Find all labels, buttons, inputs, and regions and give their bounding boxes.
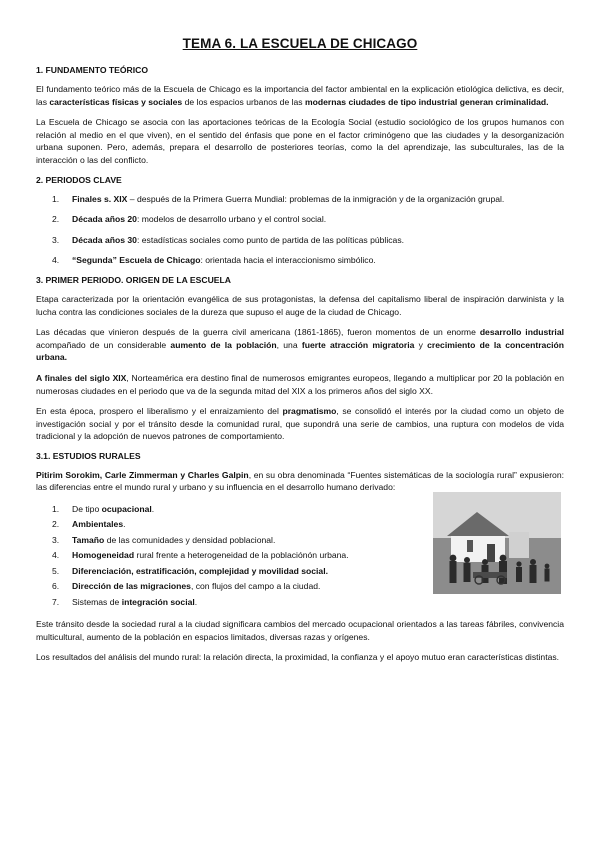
list-item: [36, 234, 564, 247]
bold-text: crecimiento de la concentración urbana.: [36, 339, 564, 363]
paragraph: [36, 651, 564, 664]
paragraph: [36, 618, 564, 643]
text-run: .: [151, 504, 155, 515]
bold-text: características físicas y sociales: [49, 96, 183, 107]
bold-text: pragmatismo: [282, 406, 337, 417]
text-run: : estadísticas sociales como punto de partida de las políticas públicas.: [136, 234, 405, 245]
bold-text: fuerte atracción migratoria: [301, 339, 415, 350]
document-page: [36, 36, 564, 672]
bold-text: Tamaño: [72, 534, 105, 545]
text-run: de las comunidades y densidad poblacional.: [104, 534, 276, 545]
bold-text: Homogeneidad: [72, 550, 135, 561]
list-number: 3.: [52, 534, 60, 545]
rural-list-block: [36, 502, 564, 612]
text-run: de los espacios urbanos de las: [182, 96, 305, 107]
list-item: [36, 548, 416, 563]
text-run: De tipo: [72, 504, 102, 515]
bold-text: modernas ciudades de tipo industrial generan criminalidad.: [304, 96, 549, 107]
list-item: [36, 595, 416, 610]
text-run: El fundamento teórico más de la Escuela de Chicago es la importancia del factor ambiental en la explicación etiológica delictiva, es decir, las: [36, 84, 564, 107]
bold-text: desarrollo industrial: [479, 327, 564, 338]
paragraph: [36, 405, 564, 443]
text-run: , en su obra denominada “Fuentes sistemáticas de la sociología rural” expusieron: las diferencias entre el mundo rural y urbano y su influencia en el desarrollo humano derivado:: [36, 469, 564, 493]
bold-text: Diferenciación, estratificación, complejidad y movilidad social.: [72, 565, 328, 576]
text-run: , se consolidó el interés por la ciudad como un objeto de investigación social y por el tránsito desde la comunidad rural, que supondrá una serie de cambios, una ruptura con modelos de vida tradicional y la adopción de nuevos patrones de comportamiento.: [36, 406, 565, 442]
bold-text: A finales del siglo XIX: [36, 372, 127, 383]
paragraph: [36, 326, 564, 364]
paragraph: [36, 116, 564, 166]
bold-text: Década años 20: [72, 214, 137, 225]
text-run: , Norteamérica era destino final de numerosos emigrantes europeos, llegando a multiplicar por 20 la población en numerosas ciudades en el periodo que va de la segunda mitad del XIX a los primeros años del siglo XX.: [36, 372, 564, 396]
text-run: Etapa caracterizada por la orientación evangélica de sus protagonistas, la defensa del capitalismo liberal de inspiración darwinista y la lucha contra las condiciones sociales de la dureza que supuso el auge de la ciudad de Chicago.: [36, 293, 564, 317]
list-item: [36, 517, 416, 532]
text-run: .: [194, 596, 198, 607]
bold-text: Finales s. XIX: [72, 193, 128, 204]
text-run: acompañado de un considerable: [36, 339, 171, 350]
bold-text: ocupacional: [101, 504, 152, 515]
paragraph: [36, 372, 564, 397]
paragraph: [36, 83, 564, 108]
bold-text: aumento de la población: [170, 339, 277, 350]
text-run: La Escuela de Chicago se asocia con las aportaciones teóricas de la Ecología Social (estudio sociológico de los grupos humanos con relación al medio en el que viven), en el sentido del énfasis que pone en el factor criminógeno que las ciudades y la desorganización urbana suponen. Pero, además, prepara el desarrollo de posteriores teorías, como la del aprendizaje, las subculturales, las de la interacción o las del conflicto.: [36, 117, 564, 165]
section-heading-fundamento: 1. FUNDAMENTO TEÓRICO: [36, 65, 149, 75]
list-number: 6.: [52, 581, 60, 592]
bold-text: Dirección de las migraciones: [72, 581, 191, 592]
text-run: Los resultados del análisis del mundo rural: la relación directa, la proximidad, la confianza y el apoyo mutuo eran características distintas.: [36, 652, 560, 663]
section-heading-periodos: 2. PERIODOS CLAVE: [36, 174, 122, 185]
list-number: 5.: [52, 565, 60, 576]
list-item: [36, 193, 564, 206]
bold-text: “Segunda” Escuela de Chicago: [72, 255, 201, 266]
text-run: Sistemas de: [72, 596, 122, 607]
list-number: 7.: [52, 596, 60, 607]
bold-text: Ambientales: [72, 519, 124, 530]
periods-list: [36, 193, 564, 267]
list-item: [36, 564, 416, 579]
list-number: 3.: [52, 234, 60, 245]
page-title: TEMA 6. LA ESCUELA DE CHICAGO: [182, 36, 418, 51]
bold-text: Pitirim Sorokim, Carle Zimmerman y Charles Galpin: [36, 469, 249, 480]
paragraph: [36, 469, 564, 494]
text-run: Este tránsito desde la sociedad rural a la ciudad significara cambios del mercado ocupacional orientados a las tareas fábriles, convivencia multicultural, aumento de la población en espacios limitados, diversas razas y orígenes.: [36, 619, 564, 642]
list-number: 4.: [52, 550, 60, 561]
list-number: 1.: [52, 504, 60, 515]
list-number: 1.: [52, 193, 60, 204]
list-item: [36, 502, 416, 517]
text-run: : orientada hacia el interaccionismo simbólico.: [200, 255, 376, 266]
list-number: 4.: [52, 255, 60, 266]
text-run: En esta época, prospero el liberalismo y el enraizamiento del: [36, 406, 283, 417]
text-run: : modelos de desarrollo urbano y el control social.: [136, 214, 327, 225]
list-number: 2.: [52, 519, 60, 530]
text-run: , con flujos del campo a la ciudad.: [190, 581, 321, 592]
section-heading-primer-periodo: 3. PRIMER PERIODO. ORIGEN DE LA ESCUELA: [36, 274, 231, 285]
text-run: rural frente a heterogeneidad de la poblaciónón urbana.: [134, 550, 349, 561]
text-run: .: [123, 519, 126, 530]
bold-text: integración social: [121, 596, 195, 607]
list-item: [36, 213, 564, 226]
text-run: Las décadas que vinieron después de la guerra civil americana (1861-1865), fueron momentos de un enorme: [36, 327, 480, 338]
paragraph: [36, 293, 564, 318]
list-item: [36, 533, 416, 548]
text-run: – después de la Primera Guerra Mundial: problemas de la inmigración y de la organización grupal.: [127, 193, 505, 204]
bold-text: Década años 30: [72, 234, 137, 245]
list-number: 2.: [52, 214, 60, 225]
section-heading-estudios-rurales: 3.1. ESTUDIOS RURALES: [36, 450, 141, 461]
rural-family-photo-icon: [433, 492, 561, 594]
list-item: [36, 254, 564, 267]
text-run: y: [414, 339, 428, 350]
list-item: [36, 579, 416, 594]
rural-differences-list: [36, 502, 416, 610]
text-run: , una: [276, 339, 302, 350]
